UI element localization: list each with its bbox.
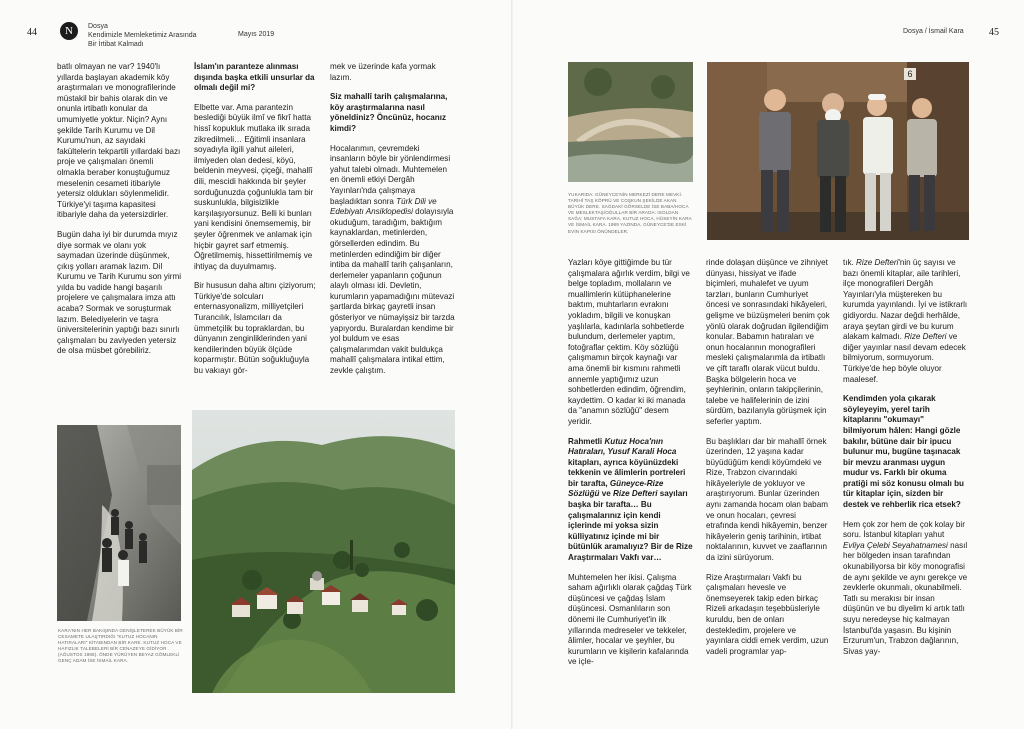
paragraph: Elbette var. Ama parantezin beslediği büyük ilmî ve fikrî hatta hissî kopukluk mutlaka ilk sırada zikredilmeli… Eğitimli insanlara soyadıyla ilgili yahut aileleri, ilmiyeden olan dedesi, köyü, beldenin meyvesi, çiçeği, mahallî dili, mescidi hakkında bir şeyler sorduğunuzda çoğunlukla tam bir suskunlukla, bilgisizlikle karşılaşıyorsunuz. Belli ki bunları yani kendisini önemsememiş, bir şeyler öğrenmek ve anlamak için hiçbir gayret sarf etmemiş. Öğretilmemiş, hissettirilmemiş ve ihtiyaç da duyulmamış. <box>194 102 314 271</box>
interview-question: Rahmetli Kutuz Hoca'nın Hatıraları, Yusuf Karali Hoca kitapları, ayrıca köyünüzdeki tekkenin ve âlimlerin portreleri bir tarafta, Güneyce-Rize Sözlüğü ve Rize Defteri sayıları başka bir tarafta… Bu çalışmalarınız için kendi içlerinde mi yoksa sizin külliyatınız içinde mi bir bütünlük aramalıyız? Bir de Rize Araştırmaları Vakfı var… <box>568 436 693 563</box>
paragraph: Hocalarımın, çevremdeki insanların böyle bir yönlendirmesi yahut talebi olmadı. Muhtemelen en önemli etkiyi Dergâh Yayınları'nda çalışmaya başladıktan sonra Türk Dili ve Edebiyatı Ansiklopedisi dolayısıyla okuduğum, taradığım, baktığım kaynaklardan, metinlerden, görsellerden edindim. Bu metinlerden edindiğim bir diğer intiba da mahallî tarih çalışanların, derlemeler yapanların çoğunun alaylı olması idi. Devletin, kurumların yapamadığını mütevazi şartlarda birkaç gayretli insan gösteriyor ve nümayişsiz bir tarzda yapıyordu. Buralardan kendime bir yol buldum ve esas çalışmalarımdan vakit buldukça mahallî çalışmalara intikal ettim, zevkle çalıştım. <box>330 143 455 376</box>
article-title-line2: Bir İrtibat Kalmadı <box>88 41 144 48</box>
paragraph: tık. Rize Defteri'nin üç sayısı ve bazı önemli kitaplar, aile tarihleri, ilçe monografileri Dergâh Yayınları'yla müştereken bu kurumda yayınlandı. İyi ve istikrarlı gidiyordu. Nazar değdi herhâlde, araya şeytan girdi ve bu kurum alakam kalmadı. Rize Defteri ve diğer yayınlar nasıl devam edecek bilmiyorum, sormuyorum. Türkiye'de hep böyle oluyor maalesef. <box>843 258 968 384</box>
interview-question: Siz mahallî tarih çalışmalarına, köy araştırmalarına nasıl yöneldiniz? Öncünüz, hocanız kimdi? <box>330 92 448 133</box>
interview-question: Kendimden yola çıkarak söyleyeyim, yerel tarih kitaplarını "okumayı" bilmiyorum hâlen: Hangi gözle bakılır, bütüne dair bir ipucu bulunur mu, bugüne taşınacak bir mevzu aranması uygun mudur vs. Farklı bir okuma pratiği mi söz konusu olmalı bu tür kitaplar için, sizden bir destek ve rehberlik rica etsek? <box>843 394 964 510</box>
paragraph: Muhtemelen her ikisi. Çalışma saham ağırlıklı olarak çağdaş Türk düşüncesi ve çağdaş İslam düşüncesi. Osmanlıların son dönemi ile Cumhuriyet'in ilk yıllarında medreseler ve tekkeler, âlimler, hocalar ve şeyhler, bu kurumların ve kişilerin kafalarında ve içle- <box>568 572 692 667</box>
village-valley-photo <box>192 410 455 693</box>
paragraph: rinde dolaşan düşünce ve zihniyet dünyası, hissiyat ve ifade biçimleri, muhalefet ve uyum tarzları, bunların Cumhuriyet öncesi ve sonrasındaki hikâyeleri, gelişme ve büzüşmeleri benim çok yönlü olarak doğrudan ilgilendiğim konular. Babamın hatıraları ve onun hocalarının monografileri mesleki çalışmalarımla da irtibatlı ve çift taraflı olarak vücut buldu. Başka bölgelerin hoca ve şeyhlerinin, onların takipçilerinin, talebe ve halifelerinin de izini sürdüm, bazılarıyla görüşmek için seferler yaptım. <box>706 258 830 426</box>
funeral-procession-photo <box>57 425 181 621</box>
text-column-6 <box>843 258 968 666</box>
section-label: Dosya <box>88 23 108 30</box>
paragraph: batlı olmayan ne var? 1940'lı yıllarda başlayan akademik köy araştırmaları ve monografilerinde müstakil bir bahis olarak din ve onunla irtibatlı konular da umumiyetle yoktur. Niçin? Aynı şekilde Tarih Kurumu ve Dil Kurumu'nun, az sayıdaki fakültelerin tekpartili yıllardaki bazı proje ve çalışmaları önemli olmakla beraber konuştuğumuz meselenin cesameti itibariyle yetersiz oldukları söylenmelidir. Türkiye'yi taşıma kapasitesi itibariyle daha da yetersizdirler. <box>57 62 181 220</box>
text-column-1 <box>57 62 182 366</box>
text-column-2 <box>194 62 318 386</box>
magazine-logo-icon: N <box>60 22 78 40</box>
four-men-portrait-photo <box>707 62 969 240</box>
section-header <box>88 22 197 49</box>
text-column-4 <box>568 258 693 677</box>
photo-caption-left: KARA'NIN HER BAKIŞINDA GENİŞLETEREK BÜYÜK BİR CESAMETE ULAŞTIRDIĞI "KUTUZ HOCANIN HATIRALARI" KİTABINDAN BİR KARE. KUTUZ HOCA VE HAFIZLIK TALEBELERİ BİR CENAZEYE GİDİYOR (AĞUSTOS 1986). ÖNDE YÜRÜYEN BEYAZ GÖMLEKLİ GENÇ ADAM İSE İSMAİL KARA. <box>58 628 183 664</box>
right-page-number: 45 <box>989 27 999 38</box>
door-number-sign: 6 <box>907 69 913 79</box>
text-column-5 <box>706 258 830 666</box>
photo-caption-right: YUKARIDA: GÜNEYCE'NİN MERKEZİ DERE MEVKİ. TARİHÎ TAŞ KÖPRÜ VE COŞKUN ŞEKİLDE AKAN BÜYÜK DERE. SAĞDAKİ GÖRSELDE İSE BABA/HOCA VE MESLEKTAŞ/OĞULLAR BİR ARADA: ISOLDAN SAĞA: MUSTAFA KARA, KUTUZ HOCA, HÜSEYİN KARA VE İSMAİL KARA. 1989 YAZINDA, GÜNEYCE'DE ESKİ EVİN KAPISI ÖNÜNDELER. <box>568 192 692 234</box>
paragraph: Bu başlıkları dar bir mahallî örnek üzerinden, 12 yaşına kadar büyüdüğüm kendi köyümdeki ve Rize, Trabzon civarındaki hikâyeleriyle de yokluyor ve araştırıyorum. Bunlar üzerinden aynı zamanda hocam olan babam ve onun hocaları, çevresi etrafında kendi hikâyemin, benzer hikâyelerin geniş tarihinin, irtibat noktalarının, kuvvet ve zaaflarının da izini sürüyorum. <box>706 436 828 563</box>
paragraph: Bir hususun daha altını çiziyorum; Türkiye'de solcuları enternasyonalizm, milliyetçileri Turancılık, İslamcıları da ümmetçilik bu topraklardan, bu dünyanın zenginliklerinden yani kendilerinden büyük ölçüde koparmıştır. Bütün soğukluğuyla bu vakıayı gör- <box>194 281 316 376</box>
paragraph: Bugün daha iyi bir durumda mıyız diye sormak ve olanı yok saymadan üzerinde düşünmek, çıkış yolları aramak lazım. Dil Kurumu ve Tarih Kurumu son yirmi yılda bu vadide hangi başarılı projelere ve çalışmalara imza attı acaba? Sormak ve soruşturmak lazım. Belediyelerin ve taşra üniversitelerinin yaptığı bazı sınırlı çalışmaları bu zaviyeden yetersiz de olsa müsbet görebiliriz. <box>57 229 181 356</box>
paragraph: Hem çok zor hem de çok kolay bir soru. İstanbul kitapları yahut Evliya Çelebi Seyahatnamesi nasıl her bölgeden insan tarafından okunabiliyorsa bir köy monografisi de aynı şekilde ve aynı gerekçe ve zevklerle okunmalı, okunabilmeli. Tatlı su merakısı bir insan düşünün ve bu diyelim ki artık tatlı suyu neredeyse hiç kalmayan İstanbul'da yaşasın. Bu kişinin Erzurum'un, Trabzon dağlarının, Sivas yay- <box>843 519 968 656</box>
issue-date: Mayıs 2019 <box>238 31 275 38</box>
paragraph: Yazları köye gittiğimde bu tür çalışmalara ağırlık verdim, bilgi ve belge topladım, mollaların ve muallimlerin kütüphanelerine baktım, muhtarların evrakını yokladım, bilgili ve konuşkan yaşlılarla, kadınlarla sohbetlerde bulundum, derlemeler yaptım, fotoğraflar çektim. Köy sözlüğü çalışmamın birçok kaynağı var ama önemli bir kısmını rahmetli annemle yaptığımız uzun sohbetlerden edindim, öğrendim, kaydettim. O kadar ki iki manada da "anamın sözlüğü" desem yeridir. <box>568 258 690 426</box>
left-page-number: 44 <box>27 27 37 38</box>
text-column-3 <box>330 62 455 386</box>
page-gutter <box>511 0 513 729</box>
interview-question: İslam'ın paranteze alınması dışında başka etkili unsurlar da olmalı değil mi? <box>194 62 315 93</box>
paragraph: mek ve üzerinde kafa yormak lazım. <box>330 62 436 82</box>
paragraph: Rize Araştırmaları Vakfı bu çalışmaları hevesle ve önemseyerek takip eden birkaç Rizeli arkadaşın teşebbüsleriyle kuruldu, ben de onları destekledim, projelere ve yayınlara ciddi emek verdim, uzun vadeli programlar yap- <box>706 572 829 656</box>
article-title-line1: Kendimizle Memleketimiz Arasında <box>88 32 197 39</box>
stone-bridge-photo <box>568 62 693 182</box>
author-label: Dosya / İsmail Kara <box>903 28 964 35</box>
